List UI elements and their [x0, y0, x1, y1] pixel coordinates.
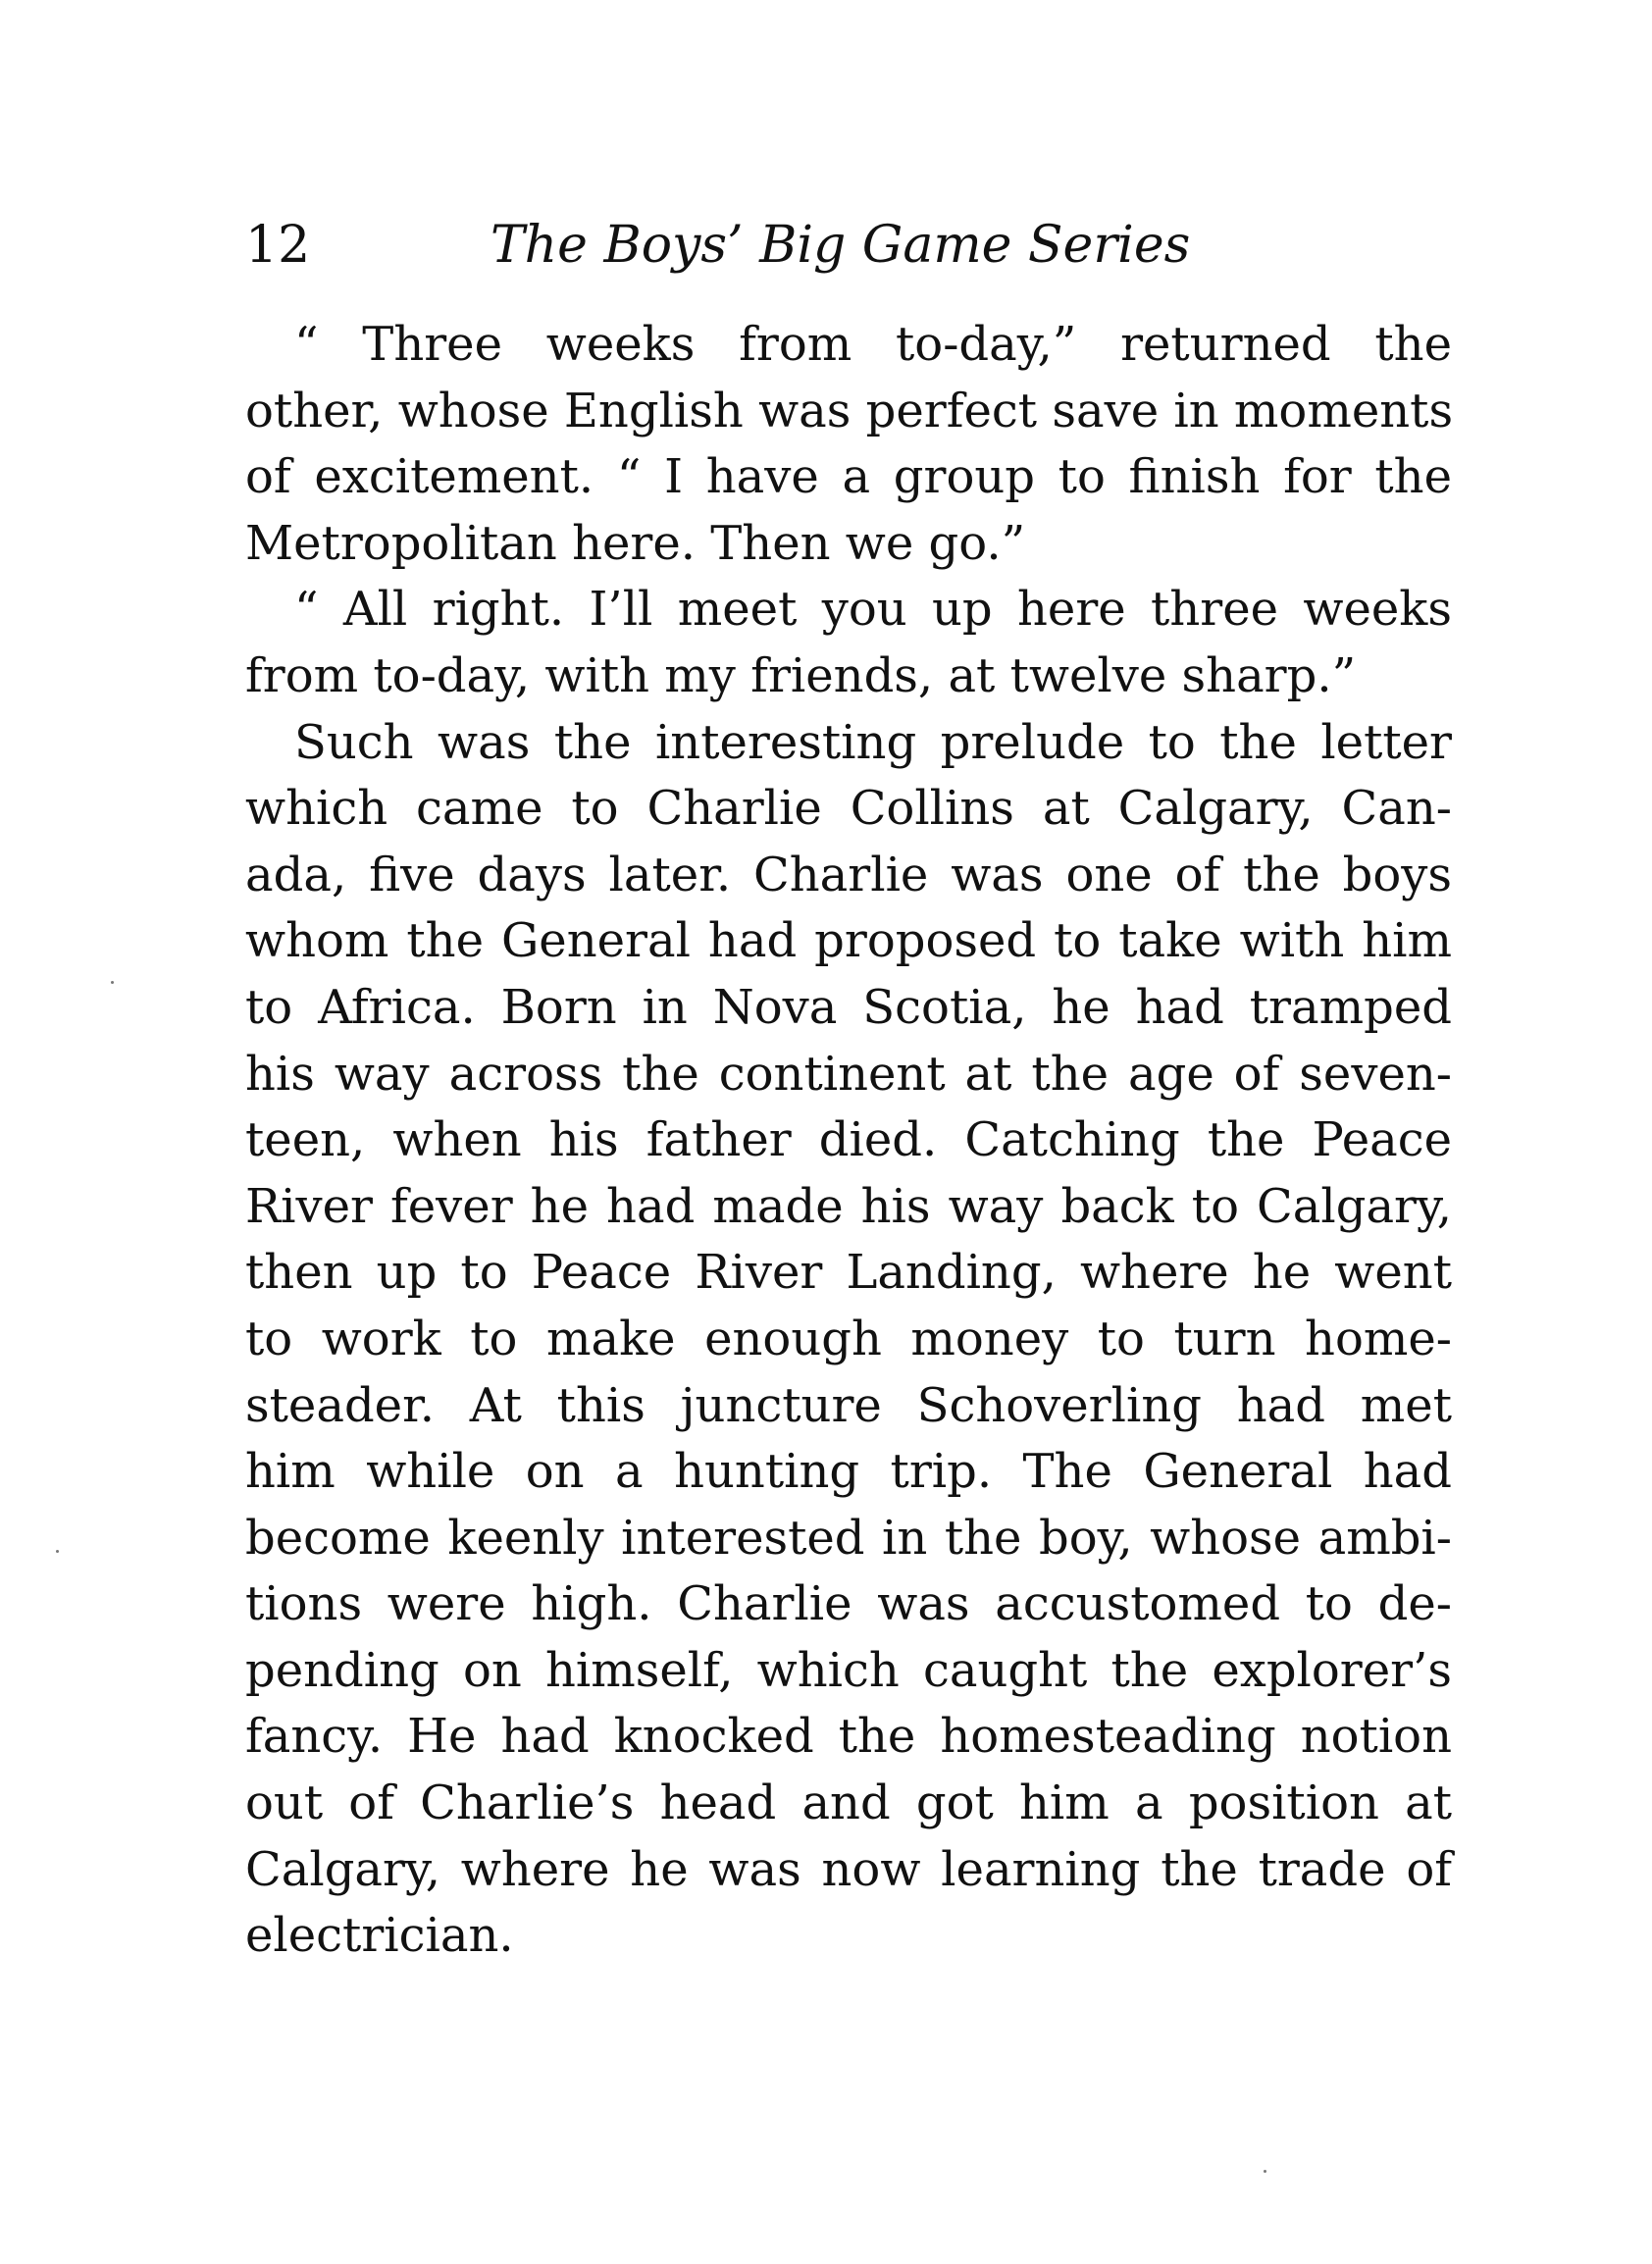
text-line: Such was the interesting prelude to the letter	[294, 714, 1452, 770]
text-line: pending on himself, which caught the explorer’s	[245, 1642, 1452, 1698]
paper-speck	[111, 981, 114, 984]
text-line: “ Three weeks from to-day,” returned the	[294, 317, 1452, 372]
paper-speck	[1264, 2170, 1266, 2173]
text-line: out of Charlie’s head and got him a position at	[245, 1775, 1452, 1831]
text-line: of excitement. “ I have a group to finish for the	[245, 449, 1452, 505]
text-line: to Africa. Born in Nova Scotia, he had tramped	[245, 979, 1452, 1035]
text-line: his way across the continent at the age of seven-	[245, 1046, 1452, 1102]
text-line: other, whose English was perfect save in moments	[245, 383, 1454, 438]
text-line: steader. At this juncture Schoverling had met	[245, 1377, 1452, 1433]
text-line: become keenly interested in the boy, whose ambi-	[245, 1510, 1452, 1566]
text-line: Calgary, where he was now learning the trade of	[245, 1841, 1452, 1897]
running-title: The Boys’ Big Game Series	[490, 216, 1191, 275]
paper-speck	[56, 1550, 59, 1553]
text-line: then up to Peace River Landing, where he went	[245, 1245, 1452, 1301]
text-line: ada, five days later. Charlie was one of the boys	[245, 847, 1452, 902]
text-line: Metropolitan here. Then we go.”	[245, 515, 1026, 571]
text-line: tions were high. Charlie was accustomed to de-	[245, 1576, 1452, 1632]
text-line: teen, when his father died. Catching the Peace	[245, 1112, 1452, 1168]
text-line: “ All right. I’ll meet you up here three weeks	[294, 582, 1452, 638]
text-line: to work to make enough money to turn home-	[245, 1311, 1452, 1366]
text-line: River fever he had made his way back to Calgary,	[245, 1178, 1452, 1234]
text-line: whom the General had proposed to take with him	[245, 913, 1452, 969]
text-line: which came to Charlie Collins at Calgary, Can-	[245, 781, 1452, 837]
text-line: him while on a hunting trip. The General had	[245, 1444, 1452, 1500]
body-text	[245, 312, 1452, 1970]
running-head	[245, 206, 1216, 284]
text-line: from to-day, with my friends, at twelve sharp.”	[245, 647, 1357, 703]
text-line: fancy. He had knocked the homesteading notion	[245, 1709, 1452, 1765]
text-line: electrician.	[245, 1908, 514, 1964]
page-number: 12	[245, 216, 311, 275]
